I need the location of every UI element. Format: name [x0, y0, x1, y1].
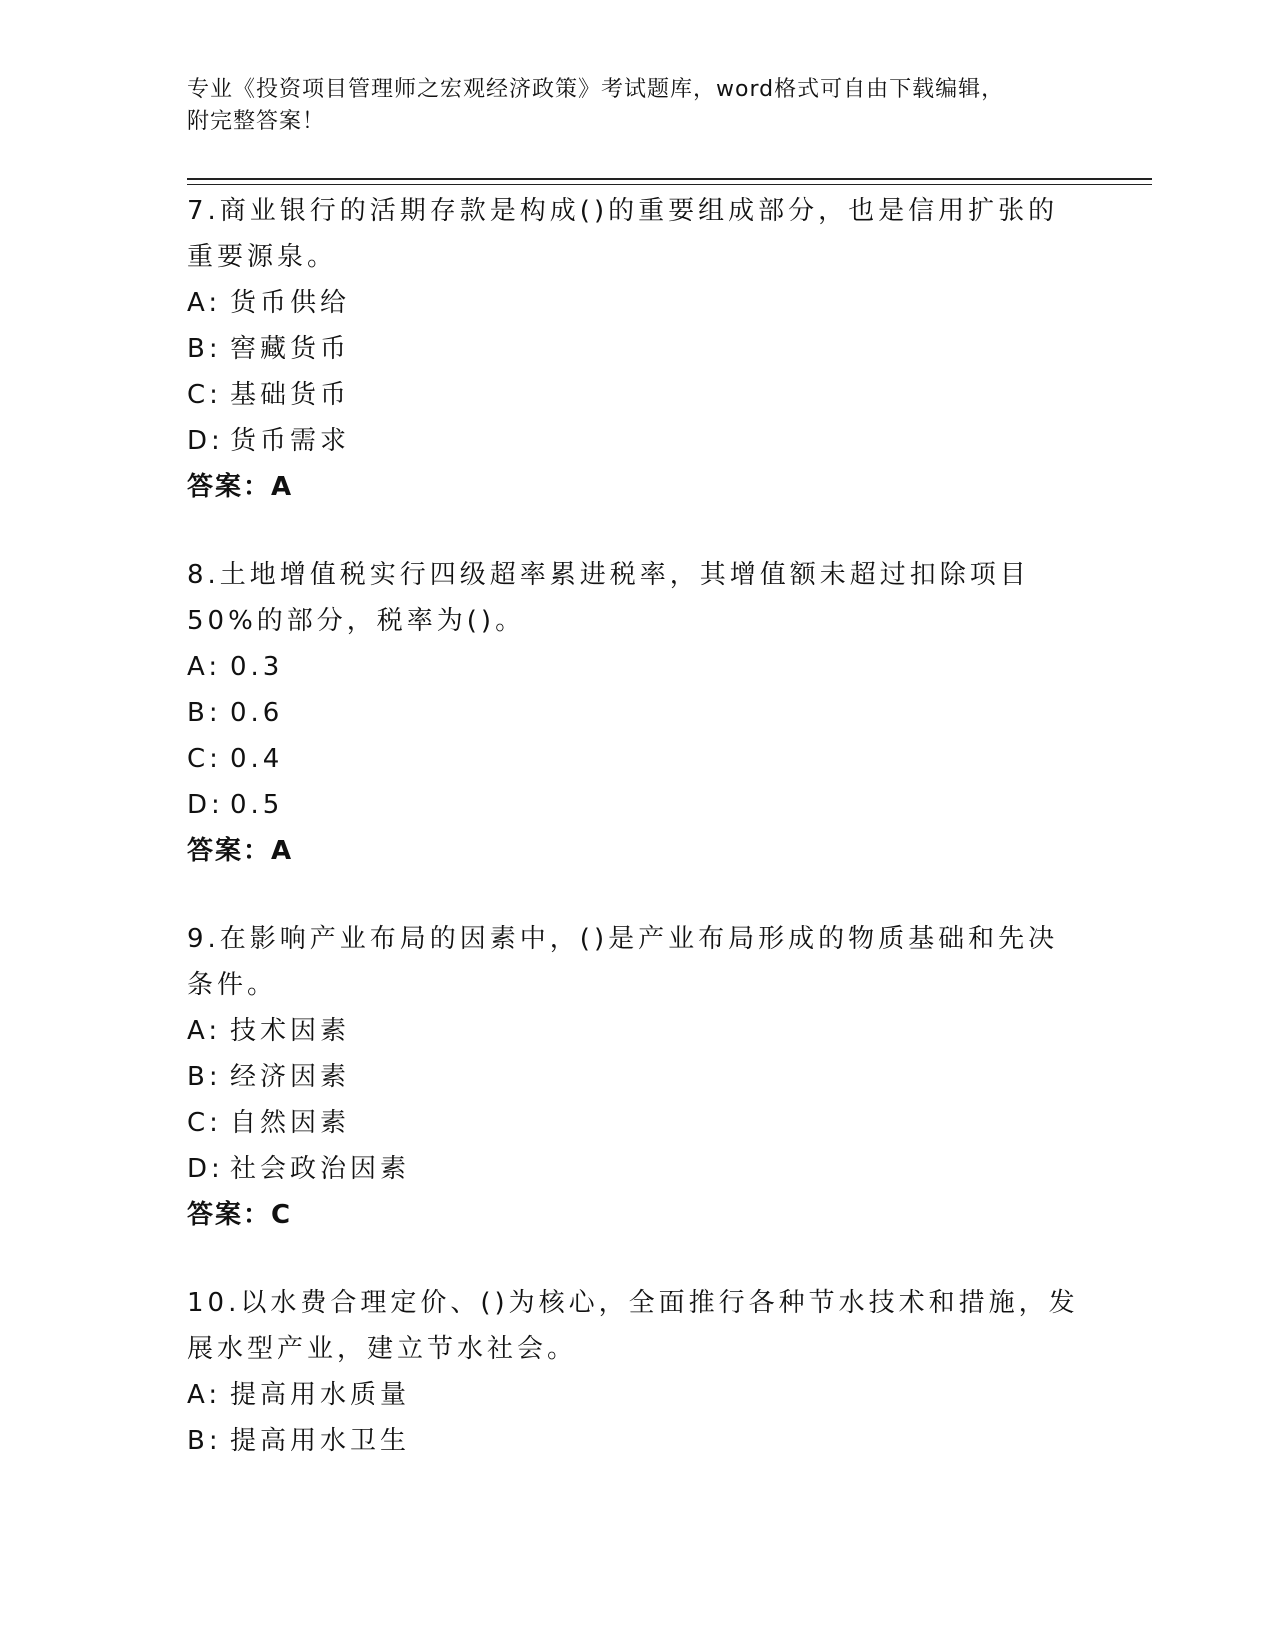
option-letter: B: — [187, 1062, 222, 1092]
option-a — [187, 280, 1087, 326]
option-c — [187, 1100, 1087, 1146]
option-text: 提高用水质量 — [230, 1380, 411, 1410]
option-letter: A: — [187, 288, 222, 318]
question-text: 10.以水费合理定价、()为核心，全面推行各种节水技术和措施，发展水型产业，建立节水社会。 — [187, 1288, 1079, 1364]
option-d — [187, 782, 1087, 828]
option-text: 社会政治因素 — [230, 1154, 411, 1184]
option-text: 经济因素 — [230, 1062, 351, 1092]
option-text: 自然因素 — [230, 1108, 351, 1138]
option-letter: D: — [187, 1154, 224, 1184]
answer-label: 答案：A — [187, 836, 294, 866]
answer-label: 答案：A — [187, 472, 294, 502]
option-text: 货币需求 — [230, 426, 351, 456]
option-text: 货币供给 — [230, 288, 351, 318]
header-line-2: 附完整答案！ — [187, 109, 326, 134]
option-text: 0.4 — [230, 744, 284, 774]
question-text: 7.商业银行的活期存款是构成()的重要组成部分，也是信用扩张的重要源泉。 — [187, 196, 1059, 272]
question-7 — [187, 188, 1087, 510]
option-b — [187, 1054, 1087, 1100]
option-letter: C: — [187, 744, 222, 774]
question-8 — [187, 552, 1087, 874]
option-text: 基础货币 — [230, 380, 351, 410]
option-b — [187, 326, 1087, 372]
option-b — [187, 690, 1087, 736]
question-9 — [187, 916, 1087, 1238]
option-letter: B: — [187, 1426, 222, 1456]
option-d — [187, 418, 1087, 464]
option-b — [187, 1418, 1087, 1464]
option-letter: A: — [187, 1016, 222, 1046]
option-text: 窖藏货币 — [230, 334, 351, 364]
option-text: 技术因素 — [230, 1016, 351, 1046]
option-text: 提高用水卫生 — [230, 1426, 411, 1456]
option-c — [187, 736, 1087, 782]
option-letter: D: — [187, 790, 224, 820]
answer-label: 答案：C — [187, 1200, 293, 1230]
option-letter: C: — [187, 380, 222, 410]
option-letter: C: — [187, 1108, 222, 1138]
option-text: 0.5 — [230, 790, 284, 820]
option-letter: D: — [187, 426, 224, 456]
question-text: 9.在影响产业布局的因素中，()是产业布局形成的物质基础和先决条件。 — [187, 924, 1059, 1000]
option-d — [187, 1146, 1087, 1192]
header-divider-thick — [187, 178, 1152, 180]
option-text: 0.3 — [230, 652, 284, 682]
question-10 — [187, 1280, 1087, 1464]
option-letter: B: — [187, 698, 222, 728]
option-letter: A: — [187, 652, 222, 682]
option-letter: A: — [187, 1380, 222, 1410]
option-c — [187, 372, 1087, 418]
option-a — [187, 1372, 1087, 1418]
question-text: 8.土地增值税实行四级超率累进税率，其增值额未超过扣除项目50%的部分，税率为()。 — [187, 560, 1030, 636]
option-a — [187, 644, 1087, 690]
header-divider-thin — [187, 184, 1152, 185]
option-text: 0.6 — [230, 698, 284, 728]
option-a — [187, 1008, 1087, 1054]
option-letter: B: — [187, 334, 222, 364]
header-line-1: 专业《投资项目管理师之宏观经济政策》考试题库，word格式可自由下载编辑， — [187, 77, 1005, 102]
document-header — [187, 74, 1087, 138]
